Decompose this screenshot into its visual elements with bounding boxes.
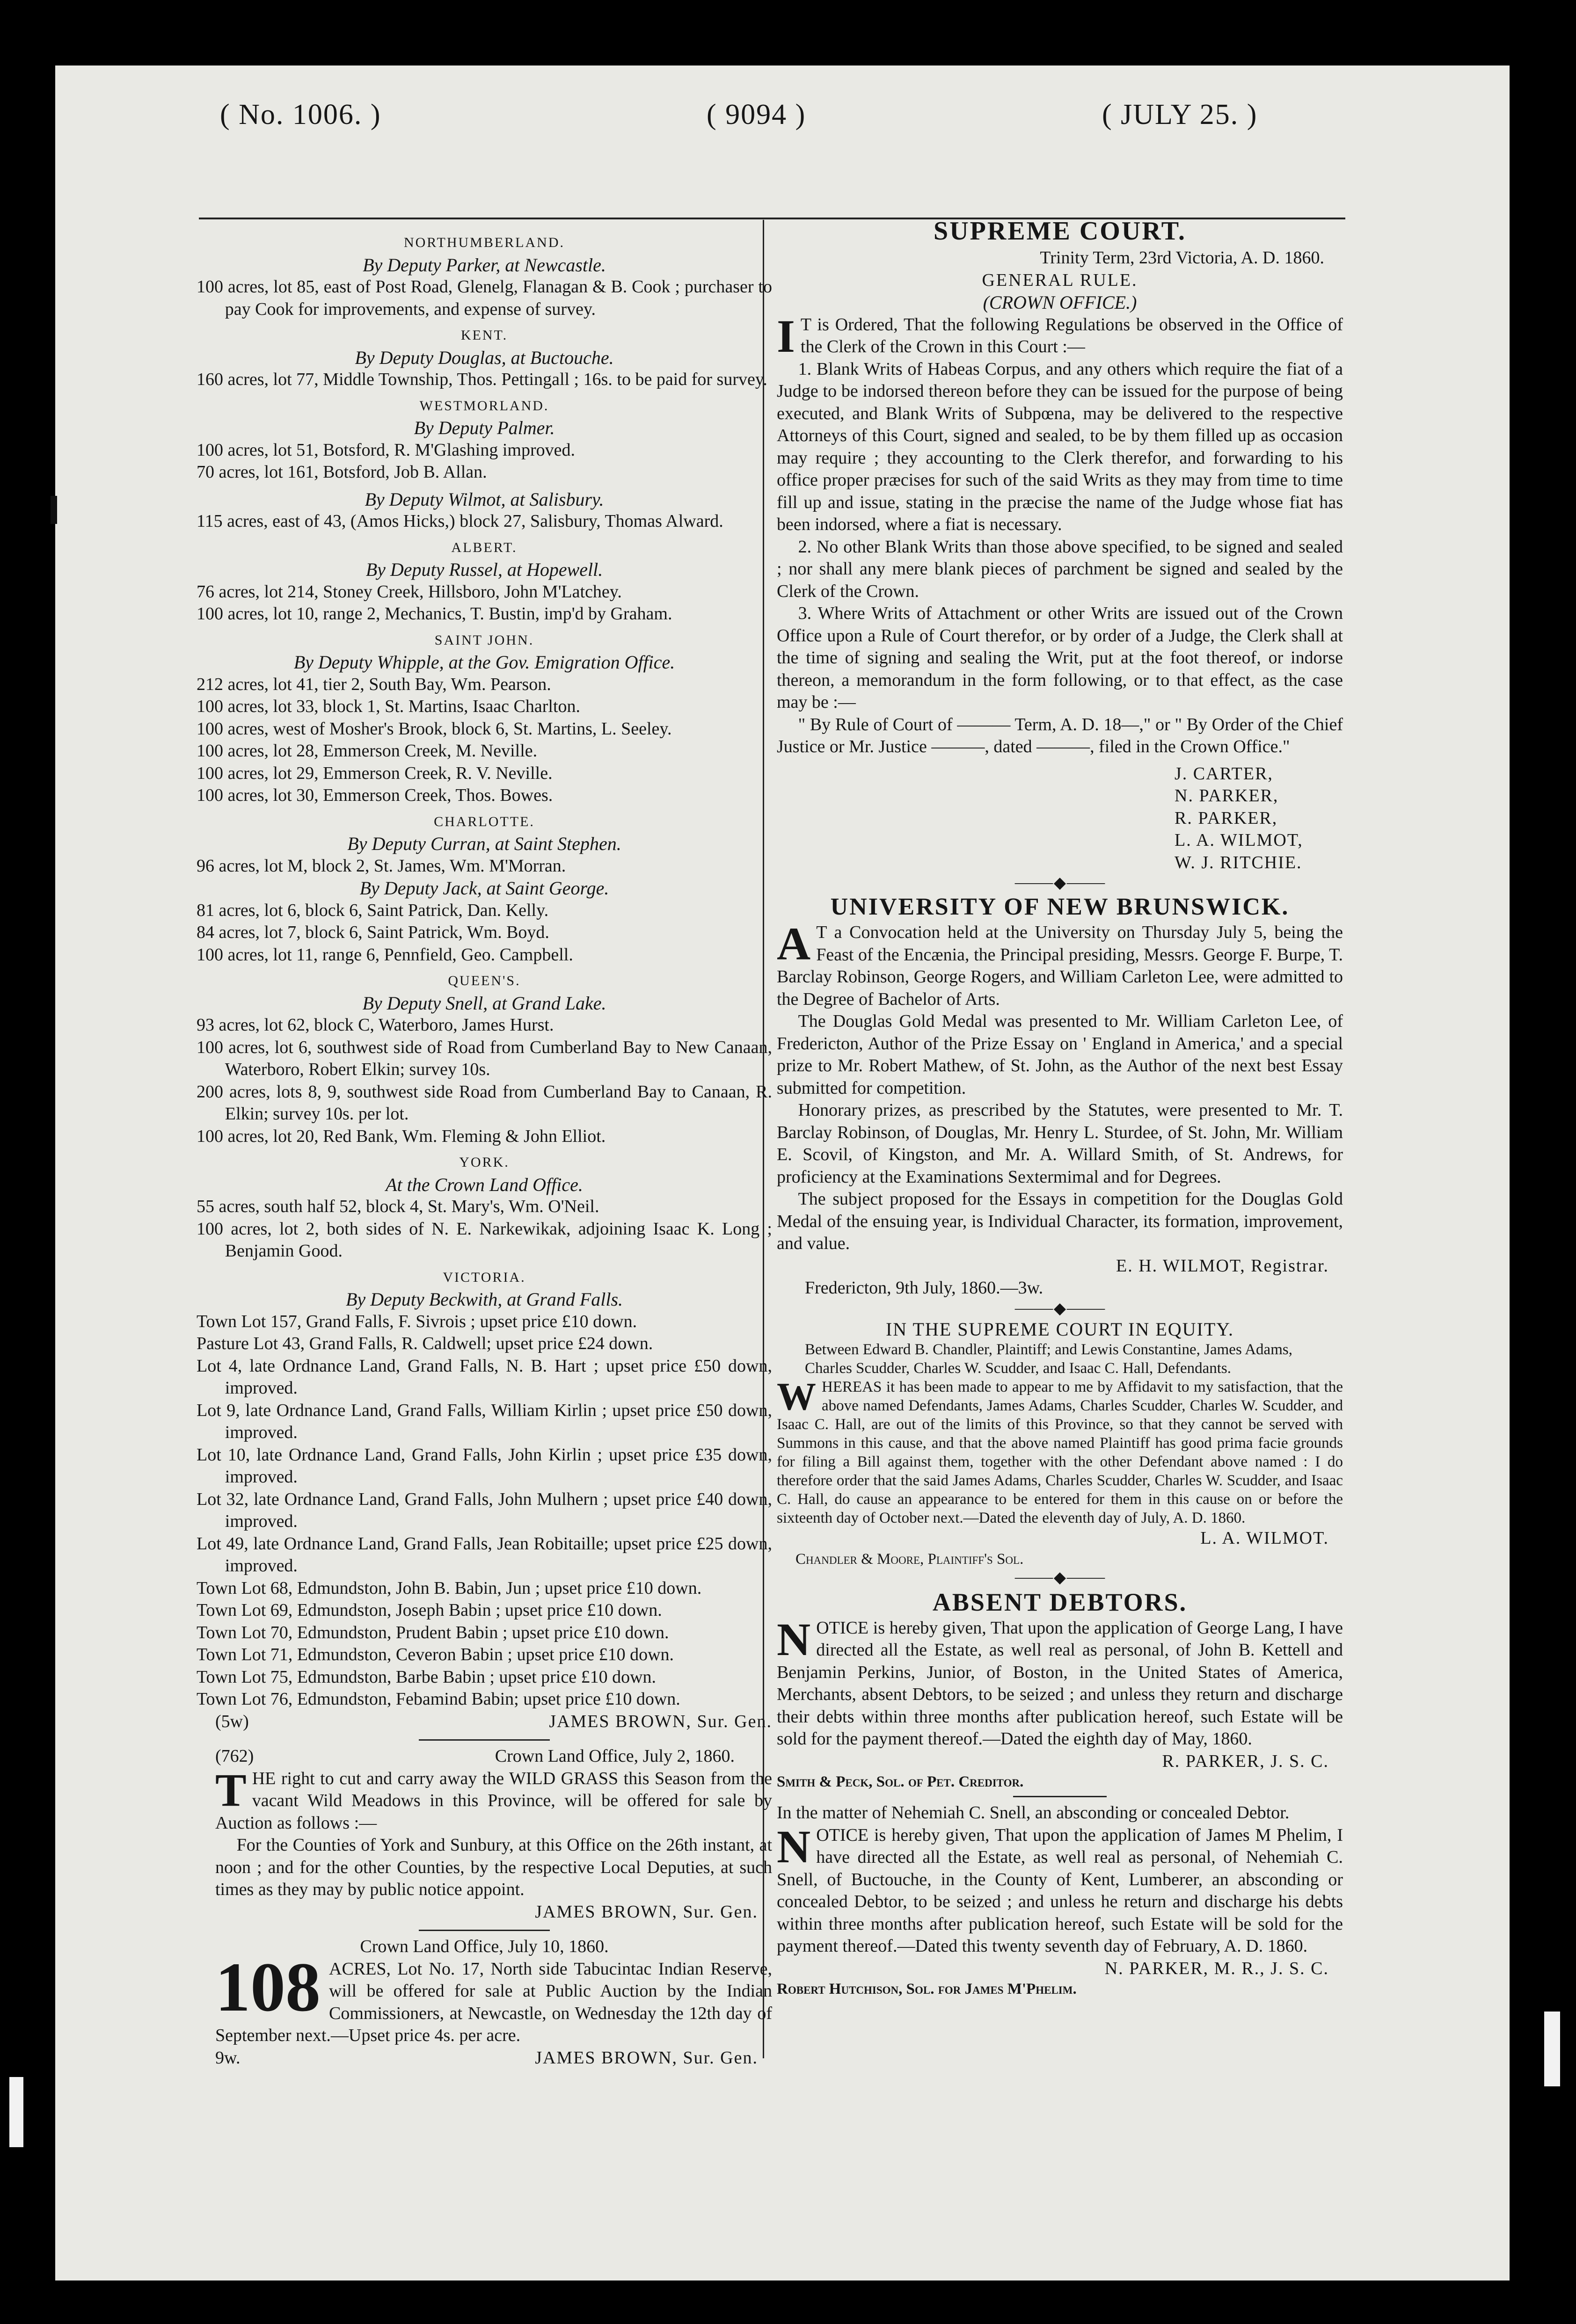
notice-ref: (762) xyxy=(215,1746,254,1766)
university-paragraph: Honorary prizes, as prescribed by the Statutes, were presented to Mr. T. Barclay Robinson, of Douglas, Mr. Henry L. Sturdee, of St. John, Mr. William E. Scovil, of Kingston, and Mr. A. Willard Smith, of St. Andrews, for proficiency at the Examinations Sextermimal and for Degrees. xyxy=(777,1100,1343,1187)
wild-grass-notice xyxy=(197,1764,772,1835)
judge-name: W. J. RITCHIE. xyxy=(1175,852,1302,872)
judge-name: N. PARKER, xyxy=(1175,786,1279,806)
list-item: Lot 49, late Ordnance Land, Grand Falls, Jean Robitaille; upset price £25 down, improved. xyxy=(197,1533,772,1576)
drop-cap: A xyxy=(777,918,811,970)
deputy-line: By Deputy Parker, at Newcastle. xyxy=(363,254,606,276)
list-item: Lot 10, late Ordnance Land, Grand Falls, John Kirlin ; upset price £35 down, improved. xyxy=(197,1445,772,1487)
list-item: 100 acres, lot 20, Red Bank, Wm. Fleming & John Elliot. xyxy=(197,1126,606,1146)
section-westmorland: WESTMORLAND. xyxy=(419,398,549,414)
registration-mark-left xyxy=(51,496,57,524)
solicitor: Chandler & Moore, Plaintiff's Sol. xyxy=(795,1550,1024,1568)
notice-text: OTICE is hereby given, That upon the application of James M Phelim, I have directed all the Estate, as well real as personal, of Nehemiah C. Snell, of Buctouche, in the County of Kent, Lumberer, an absconding or concealed Debtor, to be seized ; and unless he return and discharge his debts within three months after publication hereof, such Estate will be sold for the payment thereof.—Dated this twenty seventh day of February, A. D. 1860. xyxy=(777,1825,1343,1956)
signature-line xyxy=(197,1711,772,1733)
rule-paragraph: " By Rule of Court of ——— Term, A. D. 18—," or " By Order of the Chief Justice or Mr. Justice ———, dated ———, filed in the Crown Office." xyxy=(777,714,1343,756)
list-item: 100 acres, lot 6, southwest side of Road from Cumberland Bay to New Canaan, Waterboro, Robert Elkin; survey 10s. xyxy=(197,1037,772,1079)
judge-name: L. A. WILMOT, xyxy=(1175,830,1303,850)
court-term: Trinity Term, 23rd Victoria, A. D. 1860. xyxy=(1040,248,1324,268)
section-title: IN THE SUPREME COURT IN EQUITY. xyxy=(885,1318,1234,1340)
order-text: HEREAS it has been made to appear to me by Affidavit to my satisfaction, that the above named Defendants, James Adams, Charles Scudder, Charles W. Scudder, and Isaac C. Hall, are out of the limits of this Province, so that they cannot be served with Summons in this cause, and that the above named Plaintiff has good prima facie grounds for filing a Bill against them, together with the other Defendant above named : I do therefore order that the said James Adams, Charles Scudder, Charles W. Scudder, and Isaac C. Hall, do cause an appearance to be entered for them in this cause on or before the sixteenth day of October next.—Dated the eleventh day of July, A. D. 1860. xyxy=(777,1379,1343,1526)
section-kent: KENT. xyxy=(460,327,508,343)
section-saint-john: SAINT JOHN. xyxy=(434,632,534,648)
list-item: Lot 9, late Ordnance Land, Grand Falls, William Kirlin ; upset price £50 down, improved. xyxy=(197,1400,772,1442)
registration-mark-left-bottom xyxy=(9,2077,23,2147)
list-item: 76 acres, lot 214, Stoney Creek, Hillsboro, John M'Latchey. xyxy=(197,581,622,602)
list-item: 160 acres, lot 77, Middle Township, Thos. Pettingall ; 16s. to be paid for survey. xyxy=(197,370,767,389)
list-item: 84 acres, lot 7, block 6, Saint Patrick, Wm. Boyd. xyxy=(197,922,549,942)
section-york: YORK. xyxy=(459,1155,510,1170)
deputy-line: By Deputy Curran, at Saint Stephen. xyxy=(347,833,621,854)
issue-number: ( No. 1006. ) xyxy=(220,99,381,131)
list-item: 100 acres, lot 11, range 6, Pennfield, Geo. Campbell. xyxy=(197,944,573,965)
rule-paragraph: 2. No other Blank Writs than those above specified, to be signed and sealed ; nor shall any mere blank pieces of parchment be signed and sealed by the Clerk of the Crown. xyxy=(777,537,1343,601)
ornament-divider: ⸻◆⸻ xyxy=(1014,1300,1106,1317)
divider xyxy=(419,1739,550,1741)
judge-name: R. PARKER, xyxy=(1175,808,1278,828)
list-item: Town Lot 68, Edmundston, John B. Babin, Jun ; upset price £10 down. xyxy=(197,1578,702,1598)
issue-date: ( JULY 25. ) xyxy=(1102,99,1258,131)
list-item: 100 acres, lot 2, both sides of N. E. Narkewikak, adjoining Isaac K. Long ; Benjamin Good. xyxy=(197,1219,772,1261)
list-item: 100 acres, west of Mosher's Brook, block 6, St. Martins, L. Seeley. xyxy=(197,719,672,739)
list-item: 55 acres, south half 52, block 4, St. Mary's, Wm. O'Neil. xyxy=(197,1197,599,1216)
left-column xyxy=(197,232,772,2069)
deputy-line: At the Crown Land Office. xyxy=(386,1174,583,1195)
section-title: SUPREME COURT. xyxy=(934,217,1186,246)
rule-paragraph: 3. Where Writs of Attachment or other Writs are issued out of the Crown Office upon a Rule of Court therefor, or by order of a Judge, the Clerk shall at the time of signing and sealing the Writ, put at the foot thereof, or indorse thereon, a memorandum in the form following, or to that effect, as the case may be :— xyxy=(777,603,1343,712)
signature: JAMES BROWN, Sur. Gen. xyxy=(535,2048,758,2068)
list-item: 100 acres, lot 85, east of Post Road, Glenelg, Flanagan & B. Cook ; purchaser to pay Cook for improvements, and expense of survey. xyxy=(197,277,772,319)
university-paragraph xyxy=(777,918,1343,1010)
list-item: 100 acres, lot 10, range 2, Mechanics, T. Bustin, imp'd by Graham. xyxy=(197,604,672,624)
section-title: ABSENT DEBTORS. xyxy=(932,1588,1188,1616)
registration-mark-right xyxy=(1544,2012,1560,2086)
section-charlotte: CHARLOTTE. xyxy=(434,813,535,829)
list-item: Town Lot 71, Edmundston, Ceveron Babin ; upset price £10 down. xyxy=(197,1645,674,1664)
dateline: Fredericton, 9th July, 1860.—3w. xyxy=(805,1278,1043,1298)
list-item: 93 acres, lot 62, block C, Waterboro, James Hurst. xyxy=(197,1015,554,1035)
page-number: ( 9094 ) xyxy=(707,99,806,131)
section-title: UNIVERSITY OF NEW BRUNSWICK. xyxy=(830,893,1290,920)
university-paragraph: The Douglas Gold Medal was presented to Mr. William Carleton Lee, of Fredericton, Author of the Prize Essay on ' England in America,' and a special prize to Mr. Robert Mathew, of St. John, as the Author of the next best Essay submitted for competition. xyxy=(777,1011,1343,1098)
section-queens: QUEEN'S. xyxy=(448,973,521,988)
right-column xyxy=(777,215,1343,1998)
list-item: 70 acres, lot 161, Botsford, Job B. Allan. xyxy=(197,462,487,482)
paragraph-text: T a Convocation held at the University on Thursday July 5, being the Feast of the Encænia, the Principal presiding, Messrs. George F. Burpe, T. Barclay Robinson, George Rogers, and William Carleton Lee, were admitted to the Degree of Bachelor of Arts. xyxy=(777,922,1343,1009)
deputy-line: By Deputy Wilmot, at Salisbury. xyxy=(365,488,604,510)
judges-list xyxy=(777,763,1343,874)
debtor-notice xyxy=(777,1820,1343,1958)
signature: JAMES BROWN, Sur. Gen. xyxy=(535,1902,758,1922)
signature: JAMES BROWN, Sur. Gen. xyxy=(549,1711,772,1731)
case-parties: Between Edward B. Chandler, Plaintiff; and Lewis Constantine, James Adams, Charles Scudder, Charles W. Scudder, and Isaac C. Hall, Defendants. xyxy=(805,1341,1292,1377)
signature: L. A. WILMOT. xyxy=(1200,1528,1329,1548)
drop-cap: W xyxy=(777,1375,816,1418)
signature: R. PARKER, J. S. C. xyxy=(1162,1751,1329,1771)
ornament-divider: ⸻◆⸻ xyxy=(1014,874,1106,892)
intro-text: T is Ordered, That the following Regulations be observed in the Office of the Clerk of the Crown in this Court :— xyxy=(800,314,1343,356)
matter-line: In the matter of Nehemiah C. Snell, an absconding or concealed Debtor. xyxy=(777,1803,1290,1823)
acreage-number: 108 xyxy=(215,1948,321,2026)
university-paragraph: The subject proposed for the Essays in competition for the Douglas Gold Medal of the ensuing year, is Individual Character, its formation, improvement, and value. xyxy=(777,1189,1343,1253)
section-albert: ALBERT. xyxy=(451,539,518,555)
equity-order xyxy=(777,1375,1343,1527)
signature: E. H. WILMOT, Registrar. xyxy=(1116,1256,1329,1276)
auction-notice xyxy=(197,1948,772,2047)
rule-heading: GENERAL RULE. xyxy=(982,270,1138,290)
list-item: Town Lot 70, Edmundston, Prudent Babin ; upset price £10 down. xyxy=(197,1622,669,1642)
rule-intro xyxy=(777,310,1343,362)
office-heading: (CROWN OFFICE.) xyxy=(983,292,1137,313)
list-item: Lot 4, late Ordnance Land, Grand Falls, N. B. Hart ; upset price £50 down, improved. xyxy=(197,1356,772,1398)
judge-name: J. CARTER, xyxy=(1175,763,1273,784)
office-date: Crown Land Office, July 2, 1860. xyxy=(495,1746,735,1766)
notice-body: ACRES, Lot No. 17, North side Tabucintac Indian Reserve, will be offered for sale at Public Auction by the Indian Commissioners, at Newcastle, on Wednesday the 12th day of September next.—Upset price 4s. per acre. xyxy=(215,1959,772,2045)
insertion-code: (5w) xyxy=(215,1711,249,1731)
drop-cap: T xyxy=(215,1764,247,1816)
solicitor: Smith & Peck, Sol. of Pet. Creditor. xyxy=(777,1773,1024,1790)
divider xyxy=(1013,1796,1107,1797)
list-item: Town Lot 157, Grand Falls, F. Sivrois ; upset price £10 down. xyxy=(197,1311,637,1331)
list-item: Lot 32, late Ordnance Land, Grand Falls, John Mulhern ; upset price £40 down, improved. xyxy=(197,1489,772,1531)
list-item: Town Lot 76, Edmundston, Febamind Babin; upset price £10 down. xyxy=(197,1689,680,1709)
drop-cap: N xyxy=(777,1613,811,1665)
drop-cap: N xyxy=(777,1820,811,1873)
list-item: 100 acres, lot 28, Emmerson Creek, M. Neville. xyxy=(197,741,538,761)
list-item: 96 acres, lot M, block 2, St. James, Wm. M'Morran. xyxy=(197,856,566,876)
drop-cap: I xyxy=(777,310,795,362)
deputy-line: By Deputy Palmer. xyxy=(414,417,555,438)
section-victoria: VICTORIA. xyxy=(443,1269,526,1285)
ornament-divider: ⸻◆⸻ xyxy=(1014,1569,1106,1586)
signature: N. PARKER, M. R., J. S. C. xyxy=(1104,1958,1329,1978)
notice-dateline xyxy=(197,1745,772,1768)
list-item: 200 acres, lots 8, 9, southwest side Road from Cumberland Bay to Canaan, R. Elkin; survey 10s. per lot. xyxy=(197,1082,772,1124)
list-item: 100 acres, lot 33, block 1, St. Martins, Isaac Charlton. xyxy=(197,697,581,716)
debtor-notice xyxy=(777,1613,1343,1750)
deputy-line: By Deputy Whipple, at the Gov. Emigration Office. xyxy=(293,652,675,673)
deputy-line: By Deputy Jack, at Saint George. xyxy=(359,878,609,899)
deputy-line: By Deputy Beckwith, at Grand Falls. xyxy=(345,1289,623,1310)
deputy-line: By Deputy Russel, at Hopewell. xyxy=(365,559,603,580)
list-item: 212 acres, lot 41, tier 2, South Bay, Wm. Pearson. xyxy=(197,674,551,694)
list-item: Pasture Lot 43, Grand Falls, R. Caldwell; upset price £24 down. xyxy=(197,1334,653,1353)
deputy-line: By Deputy Douglas, at Buctouche. xyxy=(355,347,614,368)
notice-body: For the Counties of York and Sunbury, at this Office on the 26th instant, at noon ; and for the other Counties, by the respective Local Deputies, at such times as they may by public notice appoint. xyxy=(215,1835,772,1899)
rule-paragraph: 1. Blank Writs of Habeas Corpus, and any others which require the fiat of a Judge to be indorsed thereon before they can be issued for the purpose of being executed, and Blank Writs of Subpœna, may be delivered to the respective Attorneys of this Court, signed and sealed, to be by them filled up as occasion may require ; they accounting to the Clerk therefor, and forwarding to his office proper præcises for such of the said Writs as they may from time to time fill up and issue, stating in the præcise the name of the Judge whose fiat has been indorsed, where a fiat is necessary. xyxy=(777,359,1343,534)
signature-line xyxy=(197,2047,772,2070)
notice-intro: HE right to cut and carry away the WILD GRASS this Season from the vacant Wild Meadows in this Province, will be offered for sale by Auction as follows :— xyxy=(215,1768,772,1833)
office-date: Crown Land Office, July 10, 1860. xyxy=(360,1937,609,1956)
list-item: 100 acres, lot 30, Emmerson Creek, Thos. Bowes. xyxy=(197,785,553,805)
deputy-line: By Deputy Snell, at Grand Lake. xyxy=(362,992,606,1014)
solicitor: Robert Hutchison, Sol. for James M'Phelim. xyxy=(777,1981,1077,1997)
notice-text: OTICE is hereby given, That upon the application of George Lang, I have directed all the Estate, as well real as personal, of John B. Kettell and Benjamin Perkins, Junior, of Boston, in the United States of America, Merchants, absent Debtors, to be seized ; and unless they return and discharge their debts within three months after publication hereof, such Estate will be sold for the payment thereof.—Dated the eighth day of May, 1860. xyxy=(777,1618,1343,1749)
insertion-code: 9w. xyxy=(215,2048,241,2068)
list-item: 100 acres, lot 29, Emmerson Creek, R. V. Neville. xyxy=(197,763,553,783)
list-item: 115 acres, east of 43, (Amos Hicks,) block 27, Salisbury, Thomas Alward. xyxy=(197,511,723,531)
list-item: 100 acres, lot 51, Botsford, R. M'Glashing improved. xyxy=(197,440,575,460)
list-item: Town Lot 69, Edmundston, Joseph Babin ; upset price £10 down. xyxy=(197,1600,662,1620)
divider xyxy=(419,1930,550,1931)
list-item: Town Lot 75, Edmundston, Barbe Babin ; upset price £10 down. xyxy=(197,1667,657,1687)
section-northumberland: NORTHUMBERLAND. xyxy=(403,235,565,250)
list-item: 81 acres, lot 6, block 6, Saint Patrick, Dan. Kelly. xyxy=(197,900,549,920)
